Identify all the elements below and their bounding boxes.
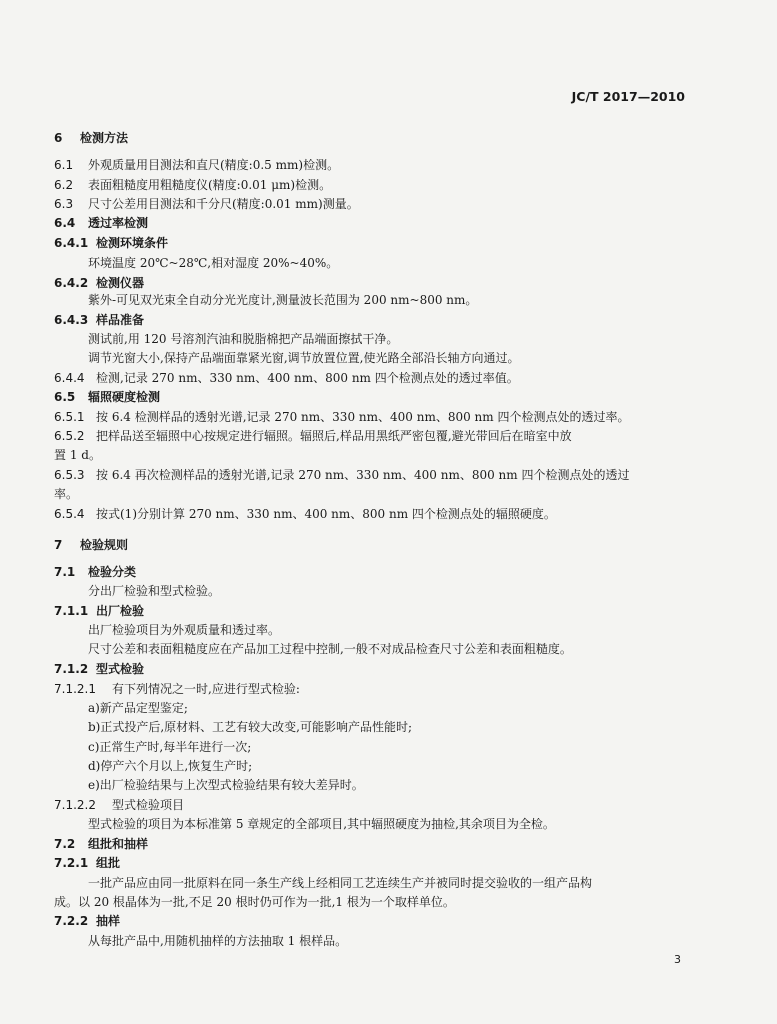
list-item: b)正式投产后,原材料、工艺有较大改变,可能影响产品性能时; bbox=[88, 720, 413, 734]
clause-item: 6.4.4 检测,记录 270 nm、330 nm、400 nm、800 nm 四个检测点处的透过率值。 bbox=[54, 371, 519, 385]
section-heading: 7.2.1 组批 bbox=[54, 856, 121, 870]
chapter-heading: 7 检验规则 bbox=[54, 538, 129, 552]
paragraph: 出厂检验项目为外观质量和透过率。 bbox=[88, 623, 281, 637]
paragraph: 一批产品应由同一批原料在同一条生产线上经相同工艺连续生产并被同时提交验收的一组产品构 bbox=[88, 876, 593, 890]
section-heading: 7.1.1 出厂检验 bbox=[54, 604, 145, 618]
paragraph: 测试前,用 120 号溶剂汽油和脱脂棉把产品端面擦拭干净。 bbox=[88, 332, 399, 346]
paragraph: 分出厂检验和型式检验。 bbox=[88, 584, 221, 598]
list-item: a)新产品定型鉴定; bbox=[88, 701, 188, 715]
section-heading: 6.4.3 样品准备 bbox=[54, 313, 145, 327]
paragraph: 型式检验的项目为本标准第 5 章规定的全部项目,其中辐照硬度为抽检,其余项目为全检。 bbox=[88, 817, 555, 831]
paragraph-continuation: 成。以 20 根晶体为一批,不足 20 根时仍可作为一批,1 根为一个取样单位。 bbox=[54, 895, 455, 909]
paragraph: 调节光窗大小,保持产品端面靠紧光窗,调节放置位置,使光路全部沿长轴方向通过。 bbox=[88, 351, 520, 365]
paragraph: 紫外-可见双光束全自动分光光度计,测量波长范围为 200 nm~800 nm。 bbox=[88, 293, 478, 307]
paragraph: 从每批产品中,用随机抽样的方法抽取 1 根样品。 bbox=[88, 934, 348, 948]
chapter-heading: 6 检测方法 bbox=[54, 131, 129, 145]
section-heading: 7.1 检验分类 bbox=[54, 565, 137, 579]
clause-item: 7.1.2.2 型式检验项目 bbox=[54, 798, 185, 812]
clause-item: 6.2 表面粗糙度用粗糙度仪(精度:0.01 μm)检测。 bbox=[54, 178, 332, 192]
section-heading: 6.4 透过率检测 bbox=[54, 216, 149, 230]
paragraph-continuation: 率。 bbox=[54, 487, 79, 501]
section-heading: 7.2 组批和抽样 bbox=[54, 837, 149, 851]
paragraph: 尺寸公差和表面粗糙度应在产品加工过程中控制,一般不对成品检查尺寸公差和表面粗糙度。 bbox=[88, 642, 572, 656]
clause-item: 7.1.2.1 有下列情况之一时,应进行型式检验: bbox=[54, 682, 300, 696]
list-item: c)正常生产时,每半年进行一次; bbox=[88, 740, 252, 754]
list-item: d)停产六个月以上,恢复生产时; bbox=[88, 759, 253, 773]
clause-item: 6.3 尺寸公差用目测法和千分尺(精度:0.01 mm)测量。 bbox=[54, 197, 359, 211]
clause-item: 6.5.2 把样品送至辐照中心按规定进行辐照。辐照后,样品用黑纸严密包覆,避光带回后在暗室中放 bbox=[54, 429, 572, 443]
section-heading: 6.4.2 检测仪器 bbox=[54, 276, 145, 290]
paragraph: 环境温度 20℃~28℃,相对湿度 20%~40%。 bbox=[88, 256, 339, 270]
section-heading: 6.5 辐照硬度检测 bbox=[54, 390, 161, 404]
clause-item: 6.5.1 按 6.4 检测样品的透射光谱,记录 270 nm、330 nm、400 nm、800 nm 四个检测点处的透过率。 bbox=[54, 410, 630, 424]
list-item: e)出厂检验结果与上次型式检验结果有较大差异时。 bbox=[88, 778, 364, 792]
section-heading: 7.2.2 抽样 bbox=[54, 914, 121, 928]
clause-item: 6.1 外观质量用目测法和直尺(精度:0.5 mm)检测。 bbox=[54, 158, 340, 172]
section-heading: 7.1.2 型式检验 bbox=[54, 662, 145, 676]
page-number: 3 bbox=[674, 953, 681, 966]
section-heading: 6.4.1 检测环境条件 bbox=[54, 236, 169, 250]
standard-code: JC/T 2017—2010 bbox=[571, 89, 685, 104]
clause-item: 6.5.3 按 6.4 再次检测样品的透射光谱,记录 270 nm、330 nm、400 nm、800 nm 四个检测点处的透过 bbox=[54, 468, 630, 482]
paragraph-continuation: 置 1 d。 bbox=[54, 448, 101, 462]
clause-item: 6.5.4 按式(1)分别计算 270 nm、330 nm、400 nm、800 nm 四个检测点处的辐照硬度。 bbox=[54, 507, 556, 521]
